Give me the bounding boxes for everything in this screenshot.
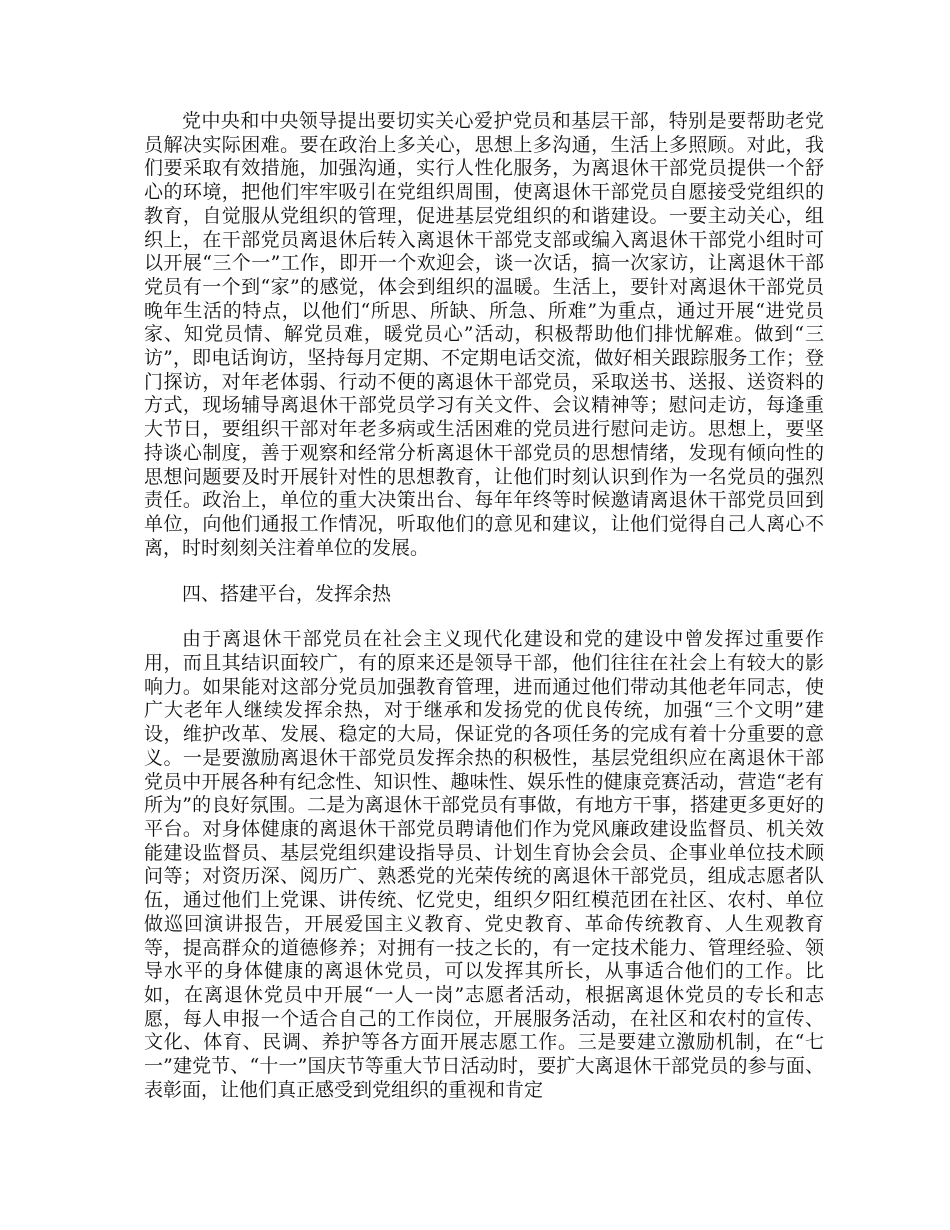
body-paragraph-2: 由于离退休干部党员在社会主义现代化建设和党的建设中曾发挥过重要作用，而且其结识面较广，有的原来还是领导干部，他们往往在社会上有较大的影响力。如果能对这部分党员加强教育管理，进而通过他们带动其他老年同志，使广大老年人继续发挥余热，对于继承和发扬党的优良传统，加强“三个文明”建设，维护改革、发展、稳定的大局，保证党的各项任务的完成有着十分重要的意义。一是要激励离退休干部党员发挥余热的积极性，基层党组织应在离退休干部党员中开展各种有纪念性、知识性、趣味性、娱乐性的健康竞赛活动，营造“老有所为”的良好氛围。二是为离退休干部党员有事做，有地方干事，搭建更多更好的平台。对身体健康的离退休干部党员聘请他们作为党风廉政建设监督员、机关效能建设监督员、基层党组织建设指导员、计划生育协会会员、企事业单位技术顾问等；对资历深、阅历广、熟悉党的光荣传统的离退休干部党员，组成志愿者队伍，通过他们上党课、讲传统、忆党史，组织夕阳红模范团在社区、农村、单位做巡回演讲报告，开展爱国主义教育、党史教育、革命传统教育、人生观教育等，提高群众的道德修养；对拥有一技之长的，有一定技术能力、管理经验、领导水平的身体健康的离退休党员，可以发挥其所长，从事适合他们的工作。比如，在离退休党员中开展“一人一岗”志愿者活动，根据离退休党员的专长和志愿，每人申报一个适合自己的工作岗位，开展服务活动，在社区和农村的宣传、文化、体育、民调、养护等各方面开展志愿工作。三是要建立激励机制，在“七一”建党节、“十一”国庆节等重大节日活动时，要扩大离退休干部党员的参与面、表彰面，让他们真正感受到党组织的重视和肯定 [144,628,824,1101]
document-page [144,110,824,1102]
section-heading-4: 四、搭建平台，发挥余热 [182,583,392,606]
body-paragraph-1: 党中央和中央领导提出要切实关心爱护党员和基层干部，特别是要帮助老党员解决实际困难。要在政治上多关心，思想上多沟通，生活上多照顾。对此，我们要采取有效措施，加强沟通，实行人性化服务，为离退休干部党员提供一个舒心的环境，把他们牢牢吸引在党组织周围，使离退休干部党员自愿接受党组织的教育，自觉服从党组织的管理，促进基层党组织的和谐建设。一要主动关心，组织上，在干部党员离退休后转入离退休干部党支部或编入离退休干部党小组时可以开展“三个一”工作，即开一个欢迎会，谈一次话，搞一次家访，让离退休干部党员有一个到“家”的感觉，体会到组织的温暖。生活上，要针对离退休干部党员晚年生活的特点，以他们“所思、所缺、所急、所难”为重点，通过开展“进党员家、知党员情、解党员难，暖党员心”活动，积极帮助他们排忧解难。做到“三访”，即电话询访，坚持每月定期、不定期电话交流，做好相关跟踪服务工作；登门探访，对年老体弱、行动不便的离退休干部党员，采取送书、送报、送资料的方式，现场辅导离退休干部党员学习有关文件、会议精神等；慰问走访，每逢重大节日，要组织干部对年老多病或生活困难的党员进行慰问走访。思想上，要坚持谈心制度，善于观察和经常分析离退休干部党员的思想情绪，发现有倾向性的思想问题要及时开展针对性的思想教育，让他们时刻认识到作为一名党员的强烈责任。政治上，单位的重大决策出台、每年年终等时候邀请离退休干部党员回到单位，向他们通报工作情况，听取他们的意见和建议，让他们觉得自己人离心不离，时时刻刻关注着单位的发展。 [144,110,824,559]
